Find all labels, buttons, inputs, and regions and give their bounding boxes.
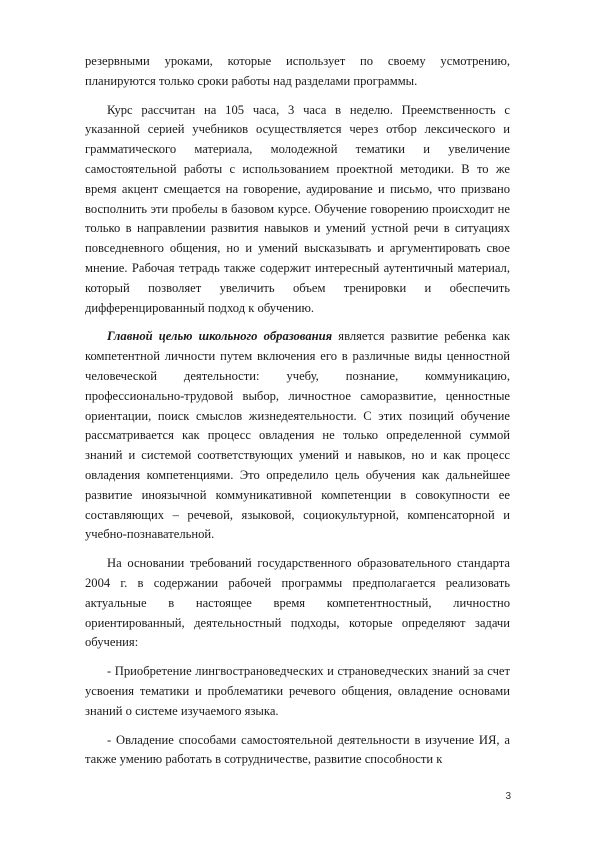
paragraph-text: - Овладение способами самостоятельной деятельности в изучение ИЯ, а также умению работать в сотрудничестве, развитие способности к xyxy=(85,732,510,767)
paragraph-text: является развитие ребенка как компетентной личности путем включения его в различные виды ценностной человеческой деятельности: учебу, познание, коммуникацию, профессионально-трудовой выбор, личностное саморазвитие, ценностные ориентации, поиск смыслов жизнедеятельности. С этих позиций обучение рассматривается как процесс овладения не только определенной суммой знаний и системой соответствующих умений и навыков, но и как процесс овладения компетенциями. Это определило цель обучения как дальнейшее развитие иноязычной коммуникативной компетенции в совокупности ее составляющих – речевой, языковой, социокультурной, компенсаторной и учебно-познавательной. xyxy=(85,329,510,542)
paragraph-main-goal xyxy=(85,327,510,545)
document-page xyxy=(85,52,510,779)
paragraph-text: На основании требований государственного образовательного стандарта 2004 г. в содержании рабочей программы предполагается реализовать актуальные в настоящее время компетентностный, личностно ориентированный, деятельностный подходы, которые определяют задачи обучения: xyxy=(85,556,510,650)
paragraph-text: - Приобретение лингвострановедческих и страноведческих знаний за счет усвоения тематики и проблематики речевого общения, овладение основами знаний о системе изучаемого языка. xyxy=(85,664,510,718)
paragraph-text: резервными уроками, которые использует по своему усмотрению, планируются только сроки работы над разделами программы. xyxy=(85,54,510,88)
list-item-knowledge xyxy=(85,662,510,721)
paragraph-text: Курс рассчитан на 105 часа, 3 часа в неделю. Преемственность с указанной серией учебников осуществляется через отбор лексического и грамматического материала, молодежной тематики и увеличение самостоятельной работы с использованием проектной методики. В то же время акцент смещается на говорение, аудирование и письмо, что призвано восполнить эти пробелы в базовом курсе. Обучение говорению происходит не только в направлении развития навыков и умений устной речи в ситуациях повседневного общения, но и умений высказывать и аргументировать свое мнение. Рабочая тетрадь также содержит интересный аутентичный материал, который позволяет увеличить объем тренировки и обеспечить дифференцированный подход к обучению. xyxy=(85,102,510,315)
paragraph-standard-requirements xyxy=(85,554,510,653)
emphasized-lead: Главной целью школьного образования xyxy=(107,329,333,344)
paragraph-continuation xyxy=(85,52,510,92)
list-item-skills xyxy=(85,731,510,771)
paragraph-course-hours xyxy=(85,101,510,319)
page-number: 3 xyxy=(505,791,511,802)
